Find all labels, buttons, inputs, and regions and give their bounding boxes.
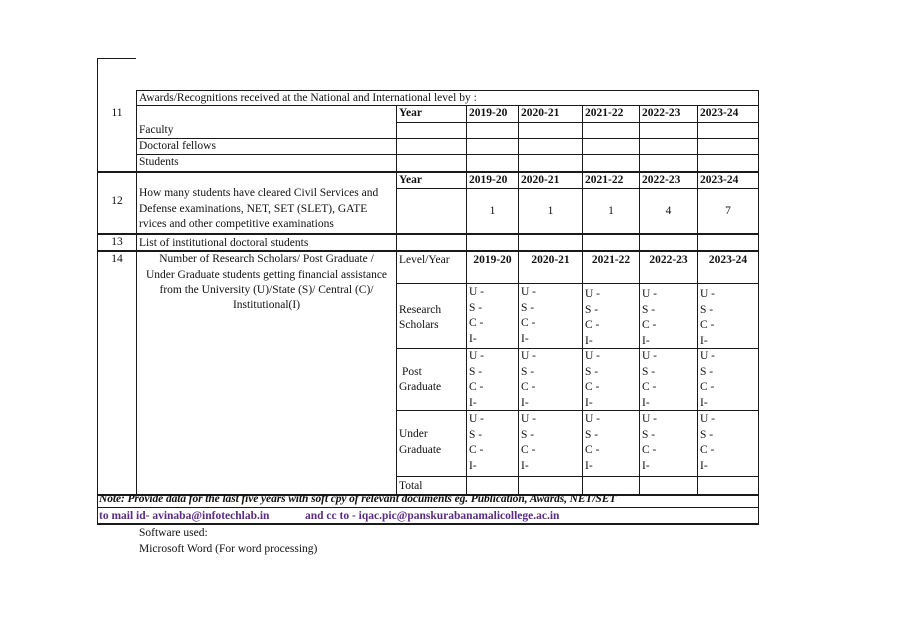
hline (396, 188, 759, 189)
usci-cell (469, 349, 484, 411)
usci-cell (700, 287, 715, 349)
code-c: C - (521, 444, 536, 456)
row12-year-header: 2021-22 (585, 174, 624, 186)
code-c: C - (469, 317, 484, 329)
code-c: C - (642, 381, 657, 393)
code-s: S - (469, 301, 483, 314)
hline (97, 507, 759, 508)
usci-cell (585, 412, 600, 474)
code-i: I- (521, 332, 529, 345)
code-s: S - (642, 303, 656, 316)
code-s: S - (642, 365, 656, 378)
usci-cell (469, 412, 484, 474)
row14-description-line: Number of Research Scholars/ Post Graduate / (159, 253, 374, 265)
row12-value: 1 (547, 205, 554, 217)
row11-year-header: 2023-24 (700, 107, 739, 119)
level-research-scholars: Research (399, 304, 442, 316)
code-u: U - (585, 413, 601, 425)
row11-faculty-label: Faculty (139, 124, 174, 136)
usci-cell (642, 412, 657, 474)
table-right-border (758, 90, 759, 525)
row14-year-header: 2019-20 (473, 254, 512, 266)
vline (518, 105, 519, 495)
usci-cell (642, 287, 657, 349)
row12-question-line: Defense examinations, NET, SET (SLET), GATE (139, 203, 368, 215)
code-u: U - (469, 413, 485, 425)
row14-description-line: Under Graduate students getting financial assistance (145, 269, 388, 281)
usci-cell (642, 349, 657, 411)
code-s: S - (521, 428, 535, 441)
code-c: C - (521, 317, 536, 329)
code-u: U - (642, 350, 658, 362)
vline (466, 105, 467, 495)
row-number-14: 14 (111, 253, 123, 265)
usci-cell (469, 285, 484, 347)
mail-to-text: to mail id- avinaba@infotechlab.in (99, 510, 270, 522)
row14-description-line: Institutional(I) (232, 299, 301, 311)
vline (639, 105, 640, 495)
corner-line-h (97, 58, 136, 59)
code-i: I- (700, 334, 708, 347)
code-s: S - (521, 365, 535, 378)
row14-year-header: 2023-24 (708, 254, 748, 266)
row11-year-header: 2019-20 (469, 107, 508, 119)
usci-cell (700, 412, 715, 474)
code-i: I- (469, 332, 477, 345)
code-s: S - (469, 428, 483, 441)
code-i: I- (700, 396, 708, 409)
usci-cell (585, 287, 600, 349)
code-c: C - (700, 444, 715, 456)
code-s: S - (469, 365, 483, 378)
row12-year-label: Year (399, 174, 422, 186)
row12-value: 1 (489, 205, 496, 217)
usci-cell (521, 285, 536, 347)
code-s: S - (700, 428, 714, 441)
row14-total-label: Total (399, 480, 423, 492)
code-s: S - (642, 428, 656, 441)
code-u: U - (700, 413, 716, 425)
code-u: U - (521, 413, 537, 425)
row12-year-header: 2020-21 (521, 174, 560, 186)
row11-year-header: 2021-22 (585, 107, 624, 119)
code-i: I- (585, 334, 593, 347)
note-text: Note: Provide data for the last five years with soft cpy of relevant documents eg. Publication, Awards, NET/SET (99, 493, 617, 505)
vline (396, 105, 397, 495)
vline (582, 105, 583, 495)
hline (396, 283, 759, 284)
code-u: U - (642, 413, 658, 425)
row14-year-header: 2021-22 (591, 254, 631, 266)
row12-year-header: 2023-24 (700, 174, 739, 186)
code-s: S - (521, 301, 535, 314)
row-number-11: 11 (111, 107, 123, 119)
hline (136, 154, 759, 155)
code-i: I- (585, 396, 593, 409)
code-c: C - (585, 319, 600, 331)
row12-year-header: 2022-23 (642, 174, 681, 186)
code-u: U - (700, 350, 716, 362)
row11-students-label: Students (139, 156, 179, 168)
mail-cc-text: and cc to - iqac.pic@panskurabanamalicollege.ac.in (305, 510, 560, 522)
row14-year-header: 2020-21 (531, 254, 570, 266)
row11-year-label: Year (399, 107, 422, 119)
code-c: C - (521, 381, 536, 393)
hline (396, 476, 759, 477)
code-c: C - (700, 381, 715, 393)
vline (697, 105, 698, 495)
code-u: U - (521, 286, 537, 298)
code-i: I- (469, 396, 477, 409)
code-s: S - (585, 365, 599, 378)
code-u: U - (469, 350, 485, 362)
code-i: I- (642, 334, 650, 347)
code-c: C - (585, 381, 600, 393)
code-s: S - (585, 303, 599, 316)
level-research-scholars-line2: Scholars (399, 319, 439, 331)
code-i: I- (521, 459, 529, 472)
usci-cell (521, 349, 536, 411)
row12-value: 7 (725, 205, 731, 217)
software-label: Software used: (139, 527, 208, 539)
code-u: U - (642, 288, 658, 300)
row14-description-line: from the University (U)/State (S)/ Central (C)/ (159, 284, 374, 296)
code-u: U - (521, 350, 537, 362)
code-u: U - (585, 288, 601, 300)
row13-title: List of institutional doctoral students (139, 237, 309, 249)
code-s: S - (700, 303, 714, 316)
row-number-12: 12 (111, 195, 123, 207)
code-c: C - (469, 444, 484, 456)
row11-doctoral-fellows-label: Doctoral fellows (139, 140, 216, 152)
level-under-graduate-line2: Graduate (399, 444, 442, 456)
row12-year-header: 2019-20 (469, 174, 508, 186)
code-u: U - (585, 350, 601, 362)
code-s: S - (585, 428, 599, 441)
code-u: U - (469, 286, 485, 298)
code-c: C - (469, 381, 484, 393)
row14-level-year-label: Level/Year (399, 254, 450, 266)
hline (136, 138, 759, 139)
hline (396, 122, 759, 123)
code-i: I- (642, 459, 650, 472)
code-i: I- (521, 396, 529, 409)
software-value: Microsoft Word (For word processing) (139, 543, 318, 555)
row11-title: Awards/Recognitions received at the National and International level by : (139, 92, 477, 104)
outer-left-border (97, 58, 98, 525)
row14-year-header: 2022-23 (649, 254, 688, 266)
row12-value: 1 (608, 205, 614, 217)
hline (97, 233, 759, 235)
row11-year-header: 2022-23 (642, 107, 681, 119)
usci-cell (585, 349, 600, 411)
row11-year-header: 2020-21 (521, 107, 560, 119)
code-i: I- (642, 396, 650, 409)
row12-question-line: How many students have cleared Civil Services and (139, 187, 379, 199)
code-c: C - (642, 444, 657, 456)
code-s: S - (700, 365, 714, 378)
row12-question-line: rvices and other competitive examinations (139, 218, 334, 230)
usci-cell (521, 412, 536, 474)
level-under-graduate: Under (399, 428, 428, 440)
code-i: I- (585, 459, 593, 472)
code-c: C - (642, 319, 657, 331)
code-c: C - (585, 444, 600, 456)
code-i: I- (469, 459, 477, 472)
row-number-13: 13 (111, 236, 123, 248)
code-i: I- (700, 459, 708, 472)
level-post-graduate: Post (402, 366, 422, 378)
row12-value: 4 (665, 205, 672, 217)
usci-cell (700, 349, 715, 411)
level-post-graduate-line2: Graduate (399, 381, 442, 393)
code-c: C - (700, 319, 715, 331)
code-u: U - (700, 288, 716, 300)
